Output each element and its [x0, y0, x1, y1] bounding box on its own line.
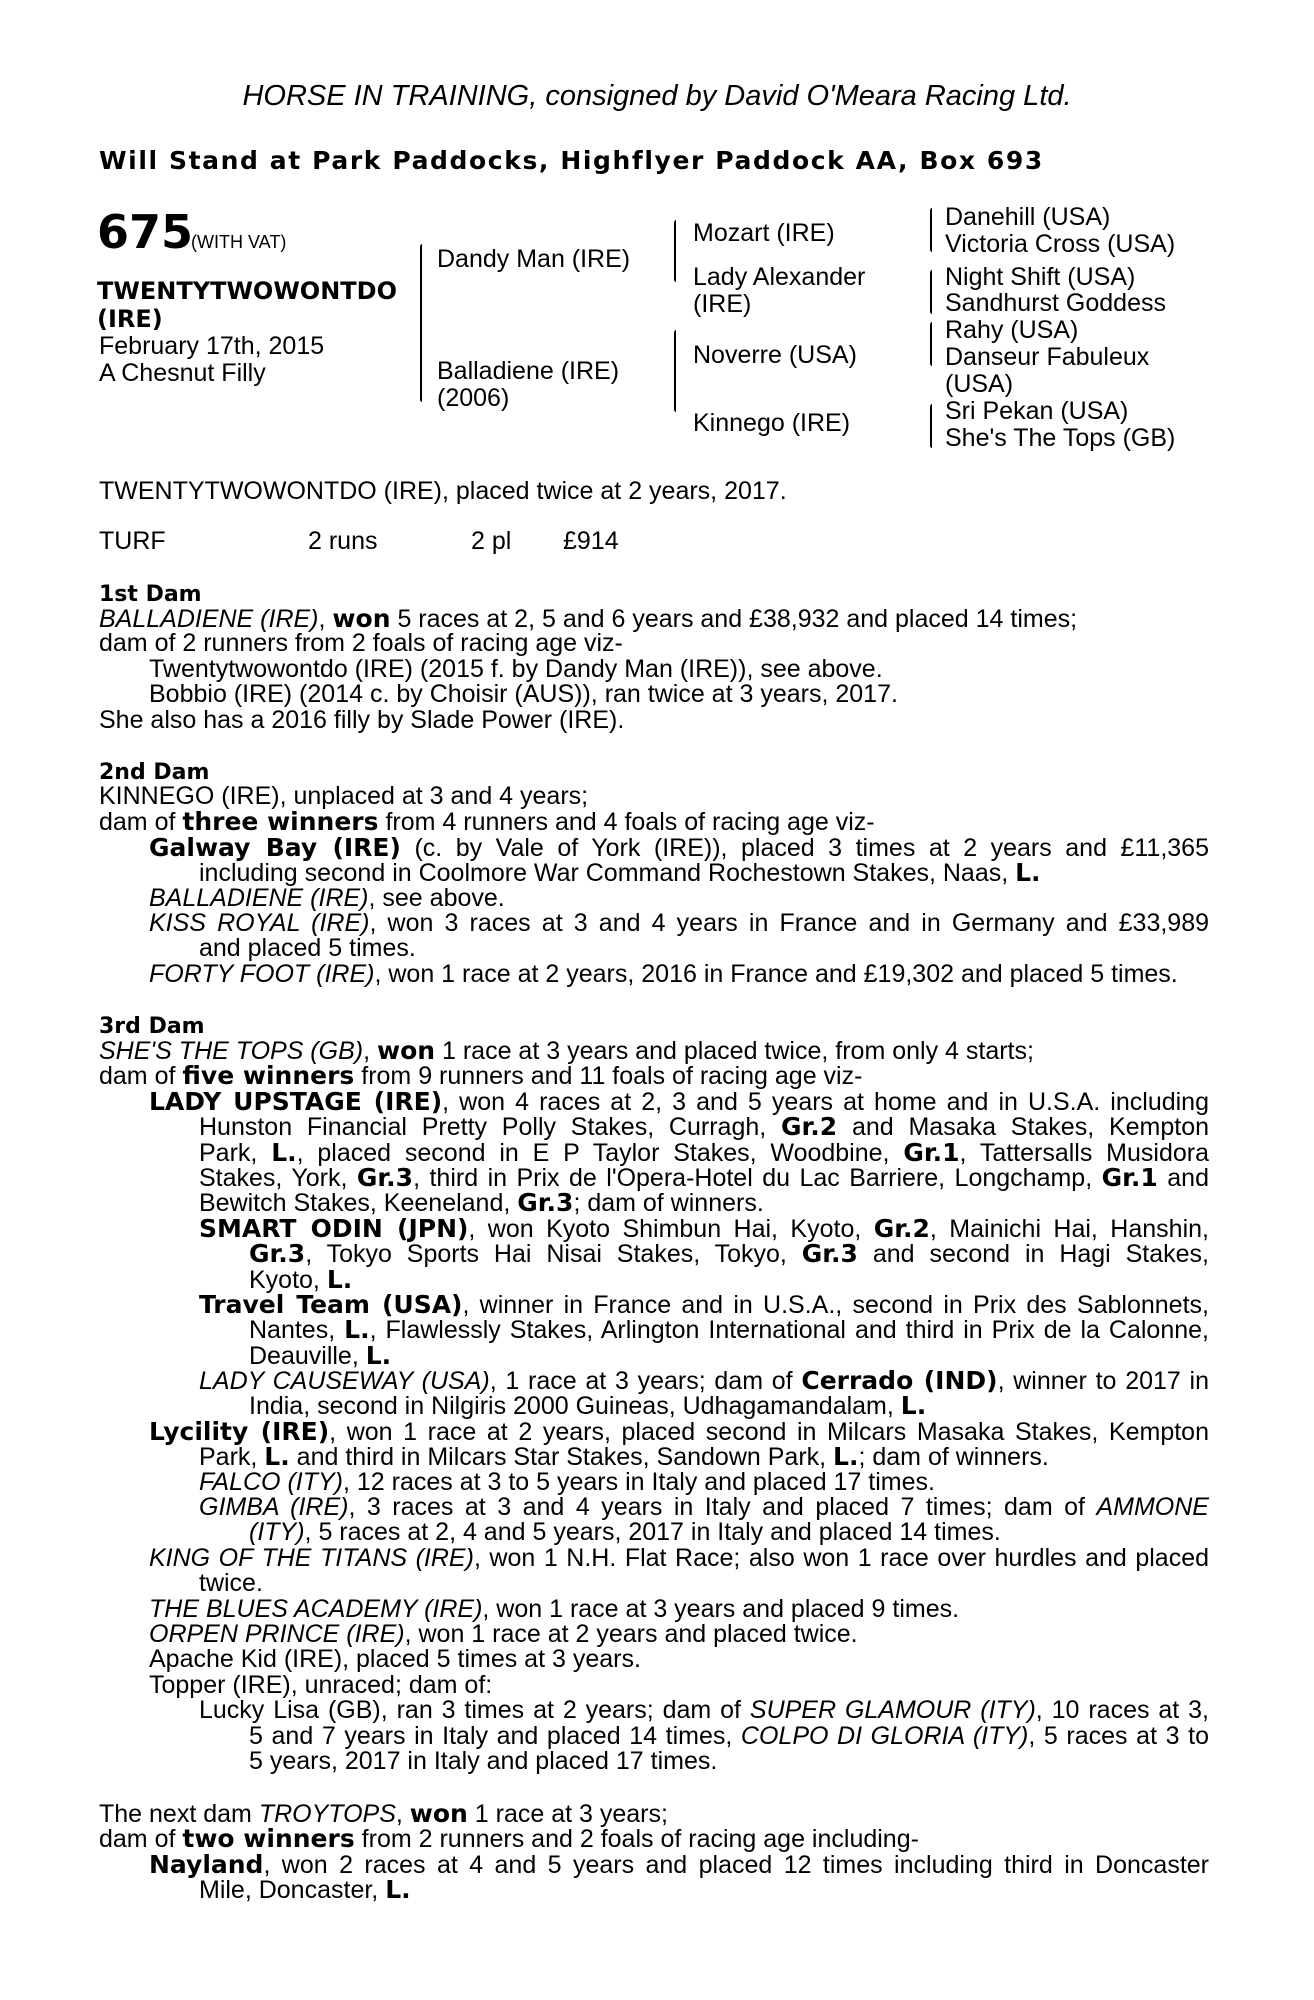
- dam-dam: Kinnego (IRE): [693, 409, 851, 437]
- record-placed: 2 pl: [471, 527, 512, 555]
- foaling-date: February 17th, 2015: [99, 332, 325, 360]
- text-line: Apache Kid (IRE), placed 5 times at 3 years.: [149, 1645, 641, 1674]
- text-line: India, second in Nilgiris 2000 Guineas, Udhagamandalam, L.: [249, 1391, 927, 1421]
- stand-location: Will Stand at Park Paddocks, Highflyer Paddock AA, Box 693: [99, 146, 1044, 175]
- text-line: Bewitch Stakes, Keeneland, Gr.3; dam of winners.: [199, 1188, 764, 1218]
- record-surface: TURF: [99, 527, 166, 555]
- vat-note: (WITH VAT): [191, 232, 287, 252]
- text-line: and placed 5 times.: [199, 934, 416, 963]
- horse-name: TWENTYTWOWONTDO (IRE): [97, 277, 397, 333]
- text-line: Park, L. and third in Milcars Star Stakes, Sandown Park, L.; dam of winners.: [199, 1442, 1049, 1472]
- dam-sire: Noverre (USA): [693, 341, 857, 369]
- text-line: Hunston Financial Pretty Polly Stakes, Curragh, Gr.2 and Masaka Stakes, Kempton: [199, 1112, 1210, 1142]
- sire: Dandy Man (IRE): [437, 245, 631, 273]
- sire-dam: Lady Alexander (IRE): [693, 263, 866, 318]
- text-line: Kyoto, L.: [249, 1264, 353, 1294]
- text-line: FORTY FOOT (IRE), won 1 race at 2 years, 2016 in France and £19,302 and placed 5 times.: [149, 959, 1178, 988]
- text-line: BALLADIENE (IRE), won 5 races at 2, 5 and 6 years and £38,932 and placed 14 times;: [99, 604, 1078, 633]
- text-line: GIMBA (IRE), 3 races at 3 and 4 years in Italy and placed 7 times; dam of AMMONE: [199, 1493, 1209, 1522]
- text-line: SHE'S THE TOPS (GB), won 1 race at 3 years and placed twice, from only 4 starts;: [99, 1036, 1034, 1065]
- pedigree-brace: [930, 404, 932, 448]
- text-line: Topper (IRE), unraced; dam of:: [149, 1670, 493, 1699]
- ancestor-1: Danehill (USA): [945, 203, 1111, 231]
- text-line: BALLADIENE (IRE), see above.: [149, 883, 505, 912]
- dam: Balladiene (IRE) (2006): [437, 357, 620, 412]
- text-line: (ITY), 5 races at 2, 4 and 5 years, 2017 in Italy and placed 14 times.: [249, 1518, 1001, 1547]
- pedigree-brace: [930, 208, 932, 252]
- text-line: Lycility (IRE), won 1 race at 2 years, placed second in Milcars Masaka Stakes, Kempton: [149, 1416, 1209, 1446]
- text-line: Deauville, L.: [249, 1340, 392, 1370]
- text-line: twice.: [199, 1569, 263, 1598]
- ancestor-4: Sandhurst Goddess: [945, 289, 1166, 317]
- text-line: dam of five winners from 9 runners and 11 foals of racing age viz-: [99, 1061, 863, 1091]
- text-line: including second in Coolmore War Command Rochestown Stakes, Naas, L.: [199, 858, 1041, 888]
- pedigree-brace: [930, 270, 932, 314]
- pedigree-brace: [420, 244, 422, 402]
- page-title: HORSE IN TRAINING, consigned by David O'Meara Racing Ltd.: [242, 80, 1072, 112]
- text-line: Bobbio (IRE) (2014 c. by Choisir (AUS)), ran twice at 3 years, 2017.: [149, 680, 898, 709]
- text-line: Stakes, York, Gr.3, third in Prix de l'Opera-Hotel du Lac Barriere, Longchamp, Gr.1 and: [199, 1162, 1209, 1192]
- text-line: Lucky Lisa (GB), ran 3 times at 2 years; dam of SUPER GLAMOUR (ITY), 10 races at 3,: [199, 1696, 1209, 1725]
- text-line: Galway Bay (IRE) (c. by Vale of York (IRE)), placed 3 times at 2 years and £11,365: [149, 832, 1209, 862]
- text-line: dam of 2 runners from 2 foals of racing age viz-: [99, 629, 623, 658]
- lot-number: 675: [97, 205, 194, 259]
- ancestor-2: Victoria Cross (USA): [945, 230, 1176, 258]
- text-line: Twentytwowontdo (IRE) (2015 f. by Dandy Man (IRE)), see above.: [149, 654, 883, 683]
- text-line: Gr.3, Tokyo Sports Hai Nisai Stakes, Tokyo, Gr.3 and second in Hagi Stakes,: [249, 1239, 1209, 1269]
- text-line: SMART ODIN (JPN), won Kyoto Shimbun Hai, Kyoto, Gr.2, Mainichi Hai, Hanshin,: [199, 1213, 1209, 1243]
- text-line: Nayland, won 2 races at 4 and 5 years and placed 12 times including third in Doncaster: [149, 1849, 1209, 1879]
- text-line: THE BLUES ACADEMY (IRE), won 1 race at 3 years and placed 9 times.: [149, 1594, 960, 1623]
- text-line: FALCO (ITY), 12 races at 3 to 5 years in Italy and placed 17 times.: [199, 1467, 935, 1496]
- text-line: She also has a 2016 filly by Slade Power (IRE).: [99, 705, 625, 734]
- text-line: Park, L., placed second in E P Taylor Stakes, Woodbine, Gr.1, Tattersalls Musidora: [199, 1137, 1209, 1167]
- text-line: Mile, Doncaster, L.: [199, 1875, 411, 1905]
- text-line: dam of three winners from 4 runners and 4 foals of racing age viz-: [99, 807, 875, 837]
- record-earnings: £914: [563, 527, 619, 555]
- third-dam-section: [99, 1038, 1209, 1774]
- text-line: KISS ROYAL (IRE), won 3 races at 3 and 4 years in France and in Germany and £33,989: [149, 908, 1209, 937]
- text-line: LADY CAUSEWAY (USA), 1 race at 3 years; dam of Cerrado (IND), winner to 2017 in: [199, 1366, 1209, 1396]
- text-line: Nantes, L., Flawlessly Stakes, Arlington International and third in Prix de la Calonne,: [249, 1315, 1209, 1345]
- sire-sire: Mozart (IRE): [693, 219, 835, 247]
- ancestor-6: Danseur Fabuleux (USA): [945, 343, 1150, 398]
- ancestor-5: Rahy (USA): [945, 316, 1079, 344]
- record-runs: 2 runs: [308, 527, 378, 555]
- horse-description: A Chesnut Filly: [99, 359, 266, 387]
- text-line: ORPEN PRINCE (IRE), won 1 race at 2 years and placed twice.: [149, 1619, 858, 1648]
- fourth-dam-section: [99, 1801, 1209, 1903]
- pedigree-brace: [930, 322, 932, 366]
- second-dam-heading: 2nd Dam: [99, 760, 210, 785]
- summary-line: TWENTYTWOWONTDO (IRE), placed twice at 2 years, 2017.: [99, 477, 787, 505]
- ancestor-3: Night Shift (USA): [945, 263, 1136, 291]
- text-line: The next dam TROYTOPS, won 1 race at 3 years;: [99, 1799, 668, 1828]
- text-line: KINNEGO (IRE), unplaced at 3 and 4 years;: [99, 782, 589, 810]
- pedigree-brace: [674, 330, 676, 412]
- text-line: dam of two winners from 2 runners and 2 foals of racing age including-: [99, 1824, 919, 1854]
- text-line: 5 years, 2017 in Italy and placed 17 times.: [249, 1746, 718, 1775]
- first-dam-section: [99, 606, 1209, 733]
- ancestor-8: She's The Tops (GB): [945, 424, 1176, 452]
- ancestor-7: Sri Pekan (USA): [945, 397, 1129, 425]
- text-line: Travel Team (USA), winner in France and in U.S.A., second in Prix des Sablonnets,: [199, 1289, 1209, 1319]
- second-dam-section: [99, 784, 1209, 987]
- text-line: LADY UPSTAGE (IRE), won 4 races at 2, 3 and 5 years at home and in U.S.A. including: [149, 1086, 1209, 1116]
- text-line: KING OF THE TITANS (IRE), won 1 N.H. Flat Race; also won 1 race over hurdles and placed: [149, 1543, 1209, 1572]
- pedigree-brace: [674, 220, 676, 282]
- text-line: 5 and 7 years in Italy and placed 14 times, COLPO DI GLORIA (ITY), 5 races at 3 to: [249, 1721, 1209, 1750]
- third-dam-heading: 3rd Dam: [99, 1014, 205, 1039]
- first-dam-heading: 1st Dam: [99, 582, 202, 607]
